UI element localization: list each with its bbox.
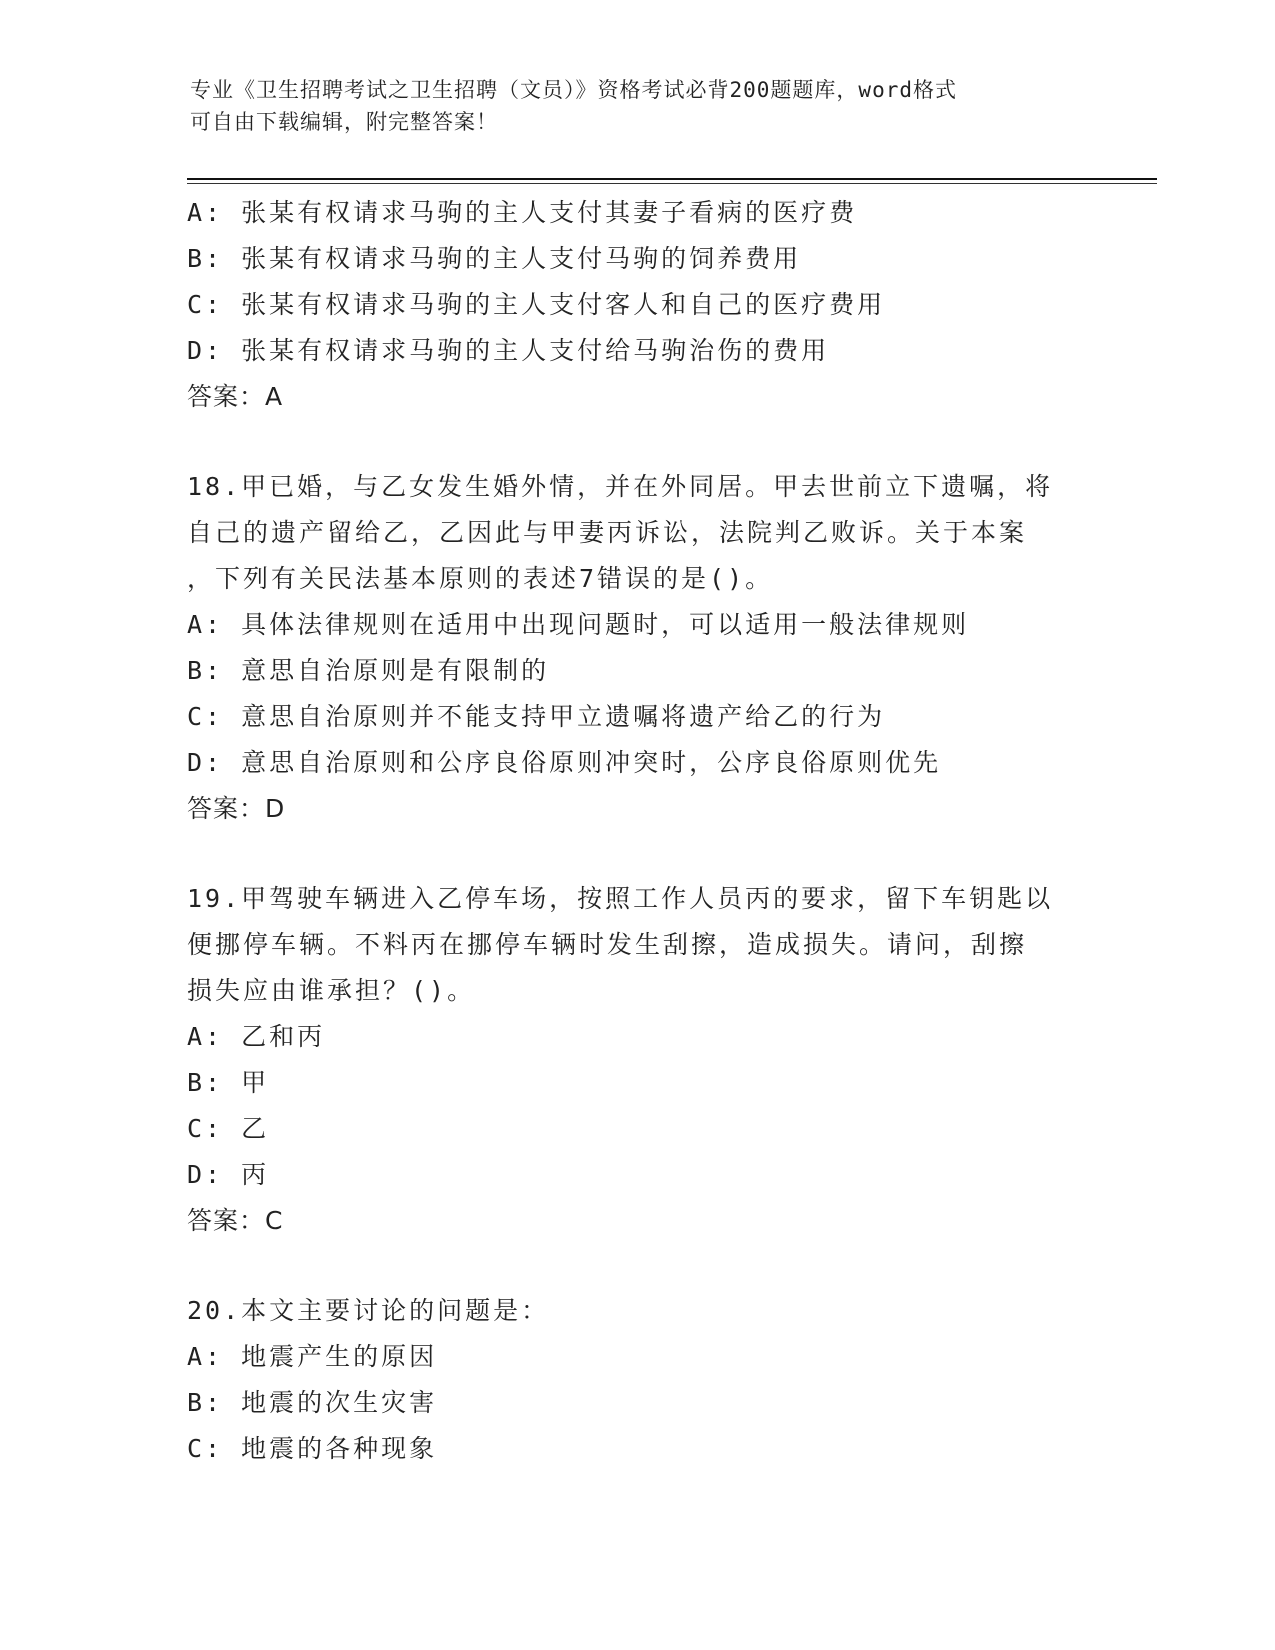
question-stem-line: 20.本文主要讨论的问题是： [187, 1296, 550, 1325]
question-stem-line: 损失应由谁承担？()。 [187, 976, 476, 1005]
header-line-1: 专业《卫生招聘考试之卫生招聘（文员）》资格考试必背200题题库，word格式 [190, 78, 957, 102]
option-c: C: 张某有权请求马驹的主人支付客人和自己的医疗费用 [187, 290, 886, 319]
option-a: A: 张某有权请求马驹的主人支付其妻子看病的医疗费 [187, 198, 858, 227]
question-stem-line: ，下列有关民法基本原则的表述7错误的是()。 [187, 564, 774, 593]
question-stem-line: 18.甲已婚，与乙女发生婚外情，并在外同居。甲去世前立下遗嘱，将 [187, 472, 1054, 501]
question-stem-line: 自己的遗产留给乙，乙因此与甲妻丙诉讼，法院判乙败诉。关于本案 [187, 518, 1028, 547]
answer-line: 答案：A [187, 382, 284, 411]
header-line-2: 可自由下载编辑，附完整答案！ [190, 110, 498, 134]
question-stem-line: 19.甲驾驶车辆进入乙停车场，按照工作人员丙的要求，留下车钥匙以 [187, 884, 1054, 913]
question-18 [187, 464, 1087, 832]
option-b: B: 意思自治原则是有限制的 [187, 656, 550, 685]
option-c: C: 地震的各种现象 [187, 1434, 438, 1463]
question-stem-line: 便挪停车辆。不料丙在挪停车辆时发生刮擦，造成损失。请问，刮擦 [187, 930, 1028, 959]
question-17 [187, 190, 1087, 420]
option-d: D: 张某有权请求马驹的主人支付给马驹治伤的费用 [187, 336, 830, 365]
answer-line: 答案：C [187, 1206, 284, 1235]
header-rule-thin [187, 183, 1157, 184]
option-b: B: 地震的次生灾害 [187, 1388, 438, 1417]
option-a: A: 具体法律规则在适用中出现问题时，可以适用一般法律规则 [187, 610, 970, 639]
option-a: A: 乙和丙 [187, 1022, 326, 1051]
answer-line: 答案：D [187, 794, 286, 823]
header-rule-thick [187, 178, 1157, 180]
option-c: C: 意思自治原则并不能支持甲立遗嘱将遗产给乙的行为 [187, 702, 886, 731]
option-b: B: 甲 [187, 1068, 270, 1097]
question-19 [187, 876, 1087, 1244]
option-a: A: 地震产生的原因 [187, 1342, 438, 1371]
option-d: D: 丙 [187, 1160, 270, 1189]
option-b: B: 张某有权请求马驹的主人支付马驹的饲养费用 [187, 244, 802, 273]
question-content [187, 190, 1087, 1472]
option-c: C: 乙 [187, 1114, 270, 1143]
option-d: D: 意思自治原则和公序良俗原则冲突时，公序良俗原则优先 [187, 748, 942, 777]
document-header [190, 74, 1090, 138]
question-20 [187, 1288, 1087, 1472]
